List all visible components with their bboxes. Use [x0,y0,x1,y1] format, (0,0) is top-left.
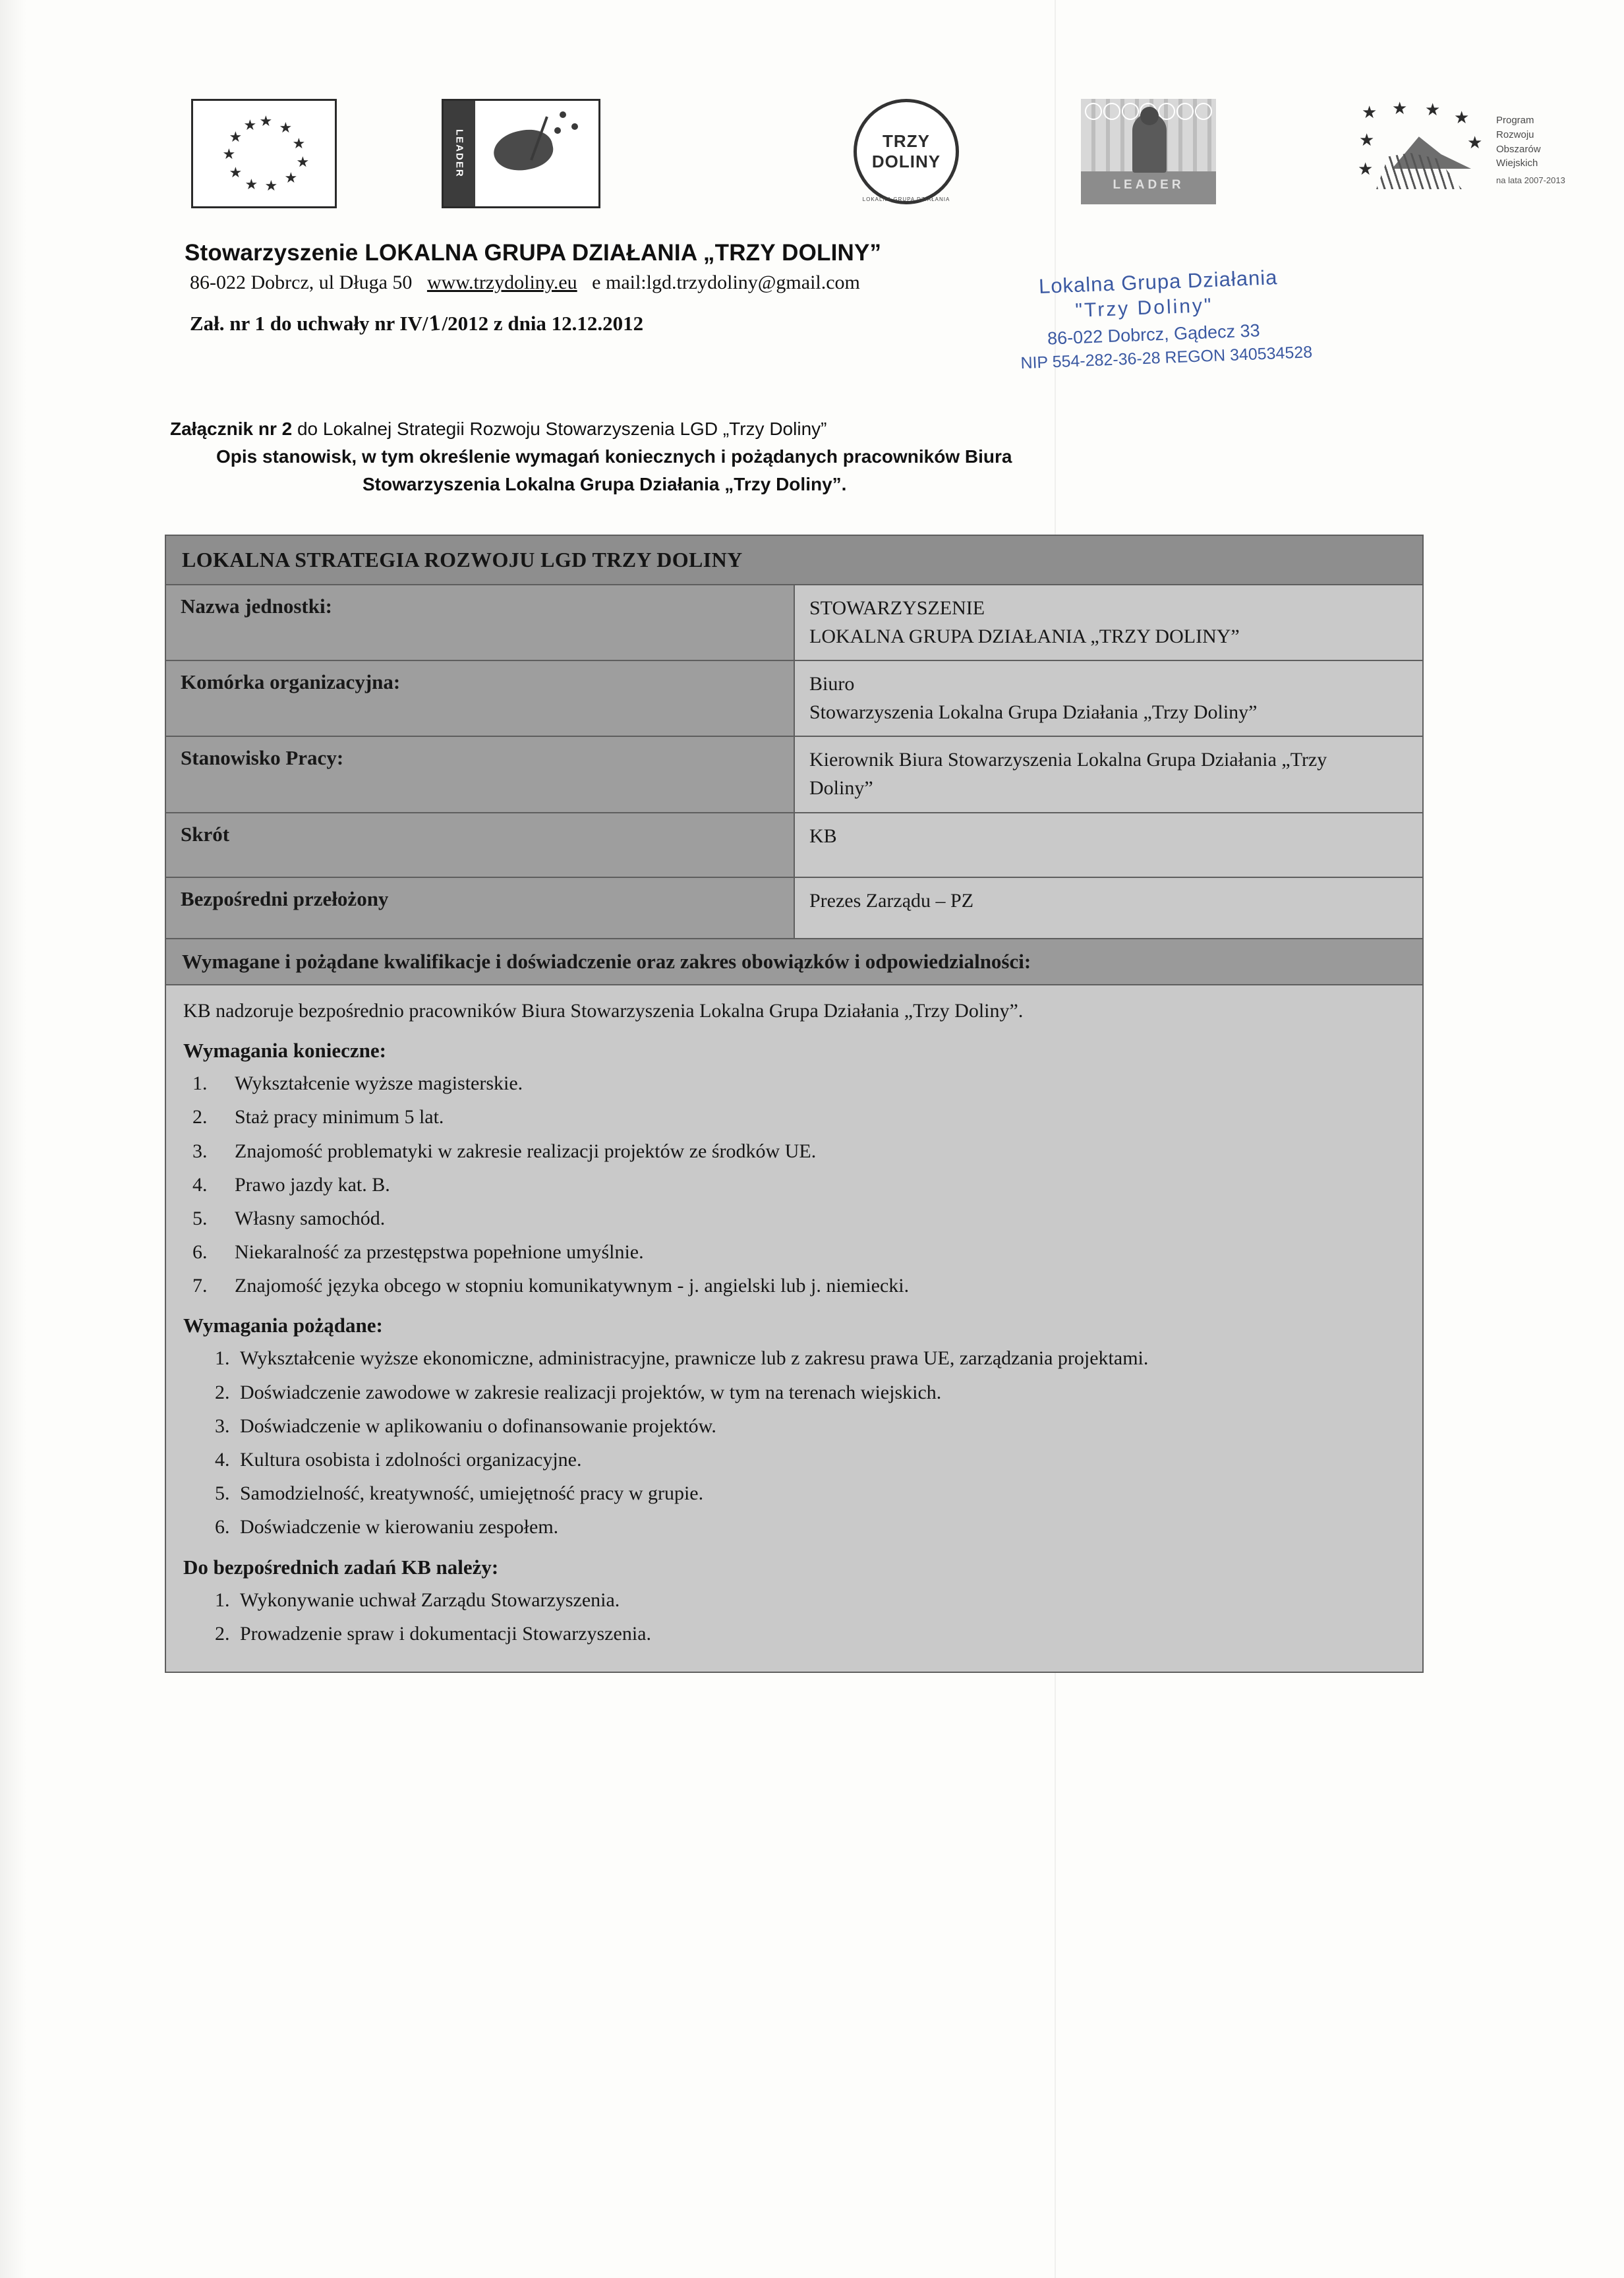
item-text: Własny samochód. [235,1207,386,1229]
item-number: 1. [192,1072,208,1095]
supervisor-value: Prezes Zarządu – PZ [809,890,974,912]
website-link[interactable]: www.trzydoliny.eu [426,272,577,293]
eu-flag-icon: ★ ★ ★ ★ ★ ★ ★ ★ ★ ★ ★ [191,99,337,208]
leader-logo-icon [442,99,600,208]
item-text: Znajomość języka obcego w stopniu komunikatywnym - j. angielski lub j. niemiecki. [235,1275,910,1297]
position-line2: Doliny” [809,776,873,799]
prow-line2: Rozwoju [1496,129,1534,140]
list-item [183,1070,1405,1097]
row-label-organizational-cell: Komórka organizacyjna: [165,660,794,736]
prow-line3: Obszarów [1496,143,1541,155]
tasks-list [183,1587,1405,1647]
table-row [165,585,1423,660]
leader-logo-art [475,101,598,206]
item-text: Niekaralność za przestępstwa popełnione umyślnie. [235,1241,644,1264]
table-banner: LOKALNA STRATEGIA ROZWOJU LGD TRZY DOLINY [165,535,1423,585]
unit-name-line1: STOWARZYSZENIE [809,597,985,619]
item-text: Znajomość problematyki w zakresie realizacji projektów ze środków UE. [235,1140,817,1162]
list-item [183,1172,1405,1198]
requirements-section-banner: Wymagane i pożądane kwalifikacje i doświadczenie oraz zakres obowiązków i odpowiedzialności: [165,939,1423,985]
item-number: 5. [215,1482,230,1505]
annex-source: do Lokalnej Strategii Rozwoju Stowarzyszenia LGD „Trzy Doliny” [292,419,827,439]
row-label-abbreviation: Skrót [165,813,794,878]
item-text: Samodzielność, kreatywność, umiejętność pracy w grupie. [240,1482,704,1505]
item-number: 2. [192,1106,208,1128]
table-row [165,736,1423,812]
tasks-heading: Do bezpośrednich zadań KB należy: [183,1555,499,1579]
trzy-doliny-logo-sub: LOKALNA GRUPA DZIAŁANIA [862,196,950,202]
necessary-requirements-list [183,1070,1405,1299]
leader-photo-logo-label: LEADER [1113,178,1184,192]
list-item [183,1206,1405,1232]
list-item [183,1104,1405,1130]
trzy-doliny-logo-icon [830,99,982,204]
item-number: 3. [215,1415,230,1437]
list-item [183,1380,1405,1406]
list-item [183,1413,1405,1440]
document-content [165,99,1565,1673]
item-text: Prowadzenie spraw i dokumentacji Stowarzyszenia. [240,1622,651,1645]
annex-line-1 [170,415,1483,443]
annex-number: Załącznik nr 2 [170,419,293,439]
item-number: 3. [192,1140,208,1162]
row-label-unit-name: Nazwa jednostki: [165,585,794,660]
table-row-section-banner [165,939,1423,985]
leader-photo-logo-icon [1081,99,1216,204]
item-text: Staż pracy minimum 5 lat. [235,1106,444,1128]
list-item [183,1273,1405,1299]
list-item [183,1621,1405,1647]
list-item [183,1345,1405,1372]
row-value-organizational-cell [794,660,1423,736]
org-cell-line1: Biuro [809,673,855,695]
item-number: 5. [192,1207,208,1229]
list-item [183,1514,1405,1540]
prow-line4: Wiejskich [1496,158,1538,169]
annex-line-3: Stowarzyszenia Lokalna Grupa Działania „Trzy Doliny”. [362,474,847,494]
item-text: Prawo jazdy kat. B. [235,1173,390,1196]
list-item [183,1587,1405,1614]
row-value-position [794,736,1423,812]
item-number: 2. [215,1381,230,1403]
leader-logo-label: LEADER [444,101,475,206]
stamp-line-3: 86-022 Dobrcz, Gądecz 33 [1047,320,1261,349]
row-label-supervisor: Bezpośredni przełożony [165,877,794,939]
row-value-supervisor [794,877,1423,939]
resolution-suffix: /2012 z dnia 12.12.2012 [442,312,644,335]
prow-line1: Program [1496,115,1534,126]
stamp-line-2: "Trzy Doliny" [1074,294,1214,322]
item-number: 4. [215,1449,230,1471]
item-number: 2. [215,1622,230,1645]
abbreviation-value: KB [809,825,837,847]
item-number: 6. [192,1241,208,1264]
item-text: Wykonywanie uchwał Zarządu Stowarzyszenia. [240,1589,620,1611]
list-item [183,1480,1405,1507]
item-number: 6. [215,1516,230,1538]
table-row [165,813,1423,878]
desired-requirements-list [183,1345,1405,1540]
list-item [183,1239,1405,1266]
position-line1: Kierownik Biura Stowarzyszenia Lokalna Grupa Działania „Trzy [809,749,1327,771]
table-row-banner [165,535,1423,585]
annex-line-2: Opis stanowisk, w tym określenie wymagań koniecznych i pożądanych pracowników Biura [216,446,1012,467]
necessary-requirements-heading: Wymagania konieczne: [183,1039,386,1063]
resolution-prefix: Zał. nr 1 do uchwały nr IV/ [190,312,428,335]
item-number: 1. [215,1589,230,1611]
org-cell-line2: Stowarzyszenia Lokalna Grupa Działania „Trzy Doliny” [809,701,1258,723]
position-description-table [165,535,1424,985]
organization-title: Stowarzyszenie LOKALNA GRUPA DZIAŁANIA „TRZY DOLINY” [185,240,882,266]
item-text: Doświadczenie w kierowaniu zespołem. [240,1516,559,1538]
table-row [165,660,1423,736]
list-item [183,1447,1405,1473]
item-number: 1. [215,1347,230,1370]
row-label-position: Stanowisko Pracy: [165,736,794,812]
trzy-doliny-logo-line1: TRZY [883,131,930,151]
trzy-doliny-logo-line2: DOLINY [871,152,941,171]
item-text: Wykształcenie wyższe ekonomiczne, administracyjne, prawnicze lub z zakresu prawa UE, zarządzania projektami. [240,1347,1149,1370]
prow-line5: na lata 2007-2013 [1496,175,1565,185]
intro-paragraph: KB nadzoruje bezpośrednio pracowników Biura Stowarzyszenia Lokalna Grupa Działania „Trzy Doliny”. [183,999,1024,1022]
item-text: Kultura osobista i zdolności organizacyjne. [240,1449,582,1471]
scan-edge-shadow [0,0,26,2278]
unit-name-line2: LOKALNA GRUPA DZIAŁANIA „TRZY DOLINY” [809,625,1240,647]
item-text: Wykształcenie wyższe magisterskie. [235,1072,523,1095]
item-number: 4. [192,1173,208,1196]
item-text: Doświadczenie zawodowe w zakresie realizacji projektów, w tym na terenach wiejskich. [240,1381,942,1403]
organization-address: 86-022 Dobrcz, ul Długa 50 [190,272,413,293]
logo-row [165,99,1565,237]
row-value-unit-name [794,585,1423,660]
list-item [183,1138,1405,1165]
table-row [165,877,1423,939]
row-value-abbreviation [794,813,1423,878]
requirements-body [165,985,1424,1673]
desired-requirements-heading: Wymagania pożądane: [183,1314,383,1337]
stamp-line-4: NIP 554-282-36-28 REGON 340534528 [1020,343,1313,373]
prow-logo-icon: ★ ★ ★ ★ ★ ★ ★ Program Rozwoju Obszarów Wiejskich na lata 2007-2013 [1358,99,1624,204]
item-text: Doświadczenie w aplikowaniu o dofinansowanie projektów. [240,1415,716,1437]
item-number: 7. [192,1275,208,1297]
handwritten-number: 1 [428,310,442,336]
organization-stamp [1013,258,1478,374]
stamp-line-1: Lokalna Grupa Działania [1038,266,1278,299]
annex-subtitle [165,415,1483,498]
organization-email: e mail:lgd.trzydoliny@gmail.com [592,272,860,293]
